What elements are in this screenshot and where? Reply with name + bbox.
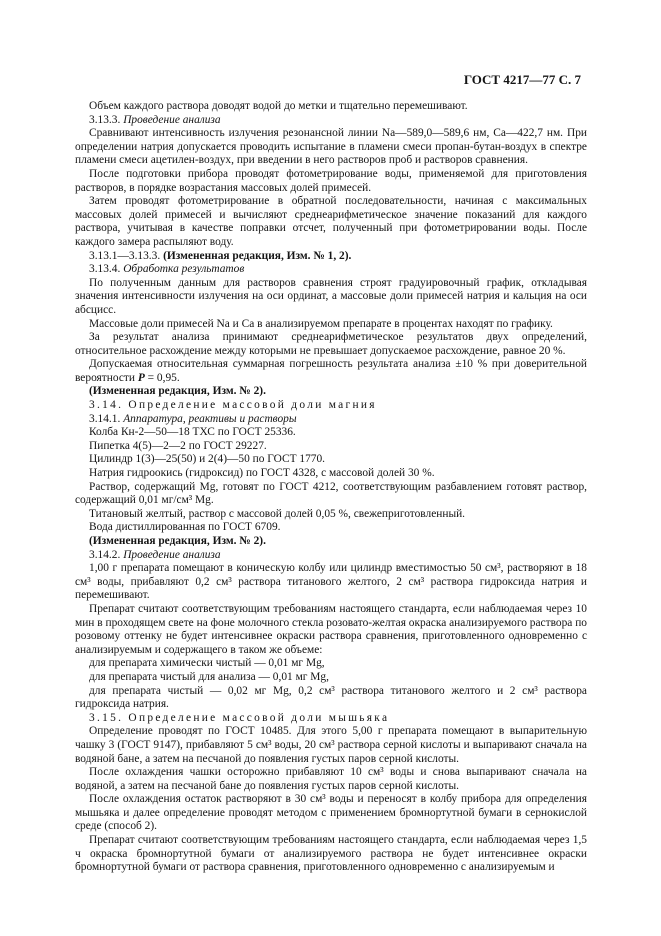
section-title: Обработка результатов bbox=[123, 263, 245, 276]
formula-symbol: P bbox=[137, 371, 145, 384]
paragraph: После охлаждения чашки осторожно прибавляют 10 см³ воды и снова выпаривают сначала на водяной, а затем на песчаной бане до появления густых паров серной кислоты. bbox=[75, 766, 587, 792]
paragraph: По полученным данным для растворов сравнения строят градуировочный график, откладывая значения интенсивности излучения на оси ординат, а массовые доли примесей натрия и кальция на оси абсцисс. bbox=[75, 276, 587, 316]
section-number: 3.13.3. bbox=[89, 113, 121, 126]
edit-note bbox=[75, 250, 587, 264]
section-heading: 3.14. Определение массовой доли магния bbox=[89, 399, 377, 412]
paragraph: 1,00 г препарата помещают в коническую колбу или цилиндр вместимостью 50 см³, растворяют в 18 см³ воды, прибавляют 0,2 см³ раствора титанового желтого, 2 см³ раствора гидроксида натрия и перемешивают. bbox=[75, 562, 587, 602]
paragraph bbox=[75, 358, 587, 385]
list-item: Натрия гидроокись (гидроксид) по ГОСТ 4328, с массовой долей 30 %. bbox=[89, 467, 435, 480]
page-header: ГОСТ 4217—77 С. 7 bbox=[463, 72, 581, 87]
list-item: для препарата химически чистый — 0,01 мг Mg, bbox=[89, 657, 325, 670]
section-title: Аппаратура, реактивы и растворы bbox=[123, 412, 297, 425]
paragraph: Препарат считают соответствующим требованиям настоящего стандарта, если наблюдаемая через 10 мин в проходящем свете на фоне молочного стекла розовато-желтая окраска анализируемого раствора по розовому оттенку не будет интенсивнее окраски раствора сравнения, приготовленного одновременно с анализируемым и содержащего в таком же объеме: bbox=[75, 602, 587, 656]
list-item: Титановый желтый, раствор с массовой долей 0,05 %, свежеприготовленный. bbox=[89, 507, 466, 520]
paragraph: Сравнивают интенсивность излучения резонансной линии Na—589,0—589,6 нм, Ca—422,7 нм. При определении натрия допускается проводить испытание в пламени смеси пропан-бутан-воздух в спектре пламени смеси ацетилен-воздух, при введении в него растворов проб и растворов сравнения. bbox=[75, 127, 587, 167]
section-heading bbox=[75, 263, 587, 277]
section-number: 3.14.2. bbox=[89, 548, 121, 561]
section-heading bbox=[75, 114, 587, 128]
paragraph: Препарат считают соответствующим требованиям настоящего стандарта, если наблюдаемая через 1,5 ч окраска бромнортутной бумаги от анализируемого раствора не будет интенсивнее окраски бромнортутной бумаги от раствора сравнения, приготовленного одновременно с анализируемым и bbox=[75, 834, 587, 874]
paragraph: После подготовки прибора проводят фотометрирование воды, применяемой для приготовления растворов, в порядке возрастания массовых долей примесей. bbox=[75, 167, 587, 194]
section-title: Проведение анализа bbox=[123, 113, 221, 126]
paragraph: Определение проводят по ГОСТ 10485. Для этого 5,00 г препарата помещают в выпарительную чашку 3 (ГОСТ 9147), прибавляют 5 см³ воды, 20 см³ раствора серной кислоты и выпаривают сначала на водяной бане, а затем на песчаной до появления густых паров серной кислоты. bbox=[75, 725, 587, 765]
paragraph: Затем проводят фотометрирование в обратной последовательности, начиная с максимальных массовых долей примесей и вычисляют среднеарифметическое значение показаний для каждого раствора, учитывая в качестве поправки отсчет, полученный при фотометрировании воды. После каждого замера распыляют воду. bbox=[75, 195, 587, 248]
section-heading: 3.15. Определение массовой доли мышьяка bbox=[89, 711, 390, 724]
paragraph: Массовые доли примесей Na и Ca в анализируемом препарате в процентах находят по графику. bbox=[89, 317, 553, 330]
list-item: Раствор, содержащий Mg, готовят по ГОСТ 4212, соответствующим разбавлением готовят раствор, содержащий 0,01 мг/см³ Mg. bbox=[75, 480, 587, 507]
list-item: Колба Кн-2—50—18 ТХС по ГОСТ 25336. bbox=[89, 426, 296, 439]
list-item: для препарата чистый — 0,02 мг Mg, 0,2 см³ раствора титанового желтого и 2 см³ раствора гидроксида натрия. bbox=[75, 684, 587, 711]
text-run: = 0,95. bbox=[144, 371, 180, 384]
document-body bbox=[75, 100, 587, 875]
text-run: Допускаемая относительная суммарная погрешность результата анализа ±10 % при доверительной вероятности bbox=[75, 358, 587, 384]
paragraph: После охлаждения остаток растворяют в 30 см³ воды и переносят в колбу прибора для определения мышьяка и далее определение проводят методом с применением бромнортутной бумаги в сернокислой среде (способ 2). bbox=[75, 793, 587, 833]
edit-note: (Измененная редакция, Изм. № 2). bbox=[89, 385, 266, 398]
section-number: 3.13.4. bbox=[89, 263, 121, 276]
list-item: Цилиндр 1(3)—25(50) и 2(4)—50 по ГОСТ 1770. bbox=[89, 453, 326, 466]
list-item: Пипетка 4(5)—2—2 по ГОСТ 29227. bbox=[89, 439, 267, 452]
paragraph: За результат анализа принимают среднеарифметическое результатов двух определений, относительное расхождение между которыми не превышает допускаемое расхождение, равное 20 %. bbox=[75, 331, 587, 357]
section-number: 3.13.1—3.13.3. bbox=[89, 249, 161, 262]
section-number: 3.14.1. bbox=[89, 412, 121, 425]
list-item: для препарата чистый для анализа — 0,01 мг Mg, bbox=[89, 670, 329, 683]
paragraph: Объем каждого раствора доводят водой до метки и тщательно перемешивают. bbox=[89, 100, 468, 112]
section-title: Проведение анализа bbox=[123, 548, 221, 561]
list-item: Вода дистиллированная по ГОСТ 6709. bbox=[89, 521, 281, 534]
edit-note: (Измененная редакция, Изм. № 2). bbox=[89, 535, 266, 547]
section-heading bbox=[75, 413, 587, 427]
edit-note-text: (Измененная редакция, Изм. № 1, 2). bbox=[163, 249, 352, 262]
section-heading bbox=[75, 549, 587, 563]
